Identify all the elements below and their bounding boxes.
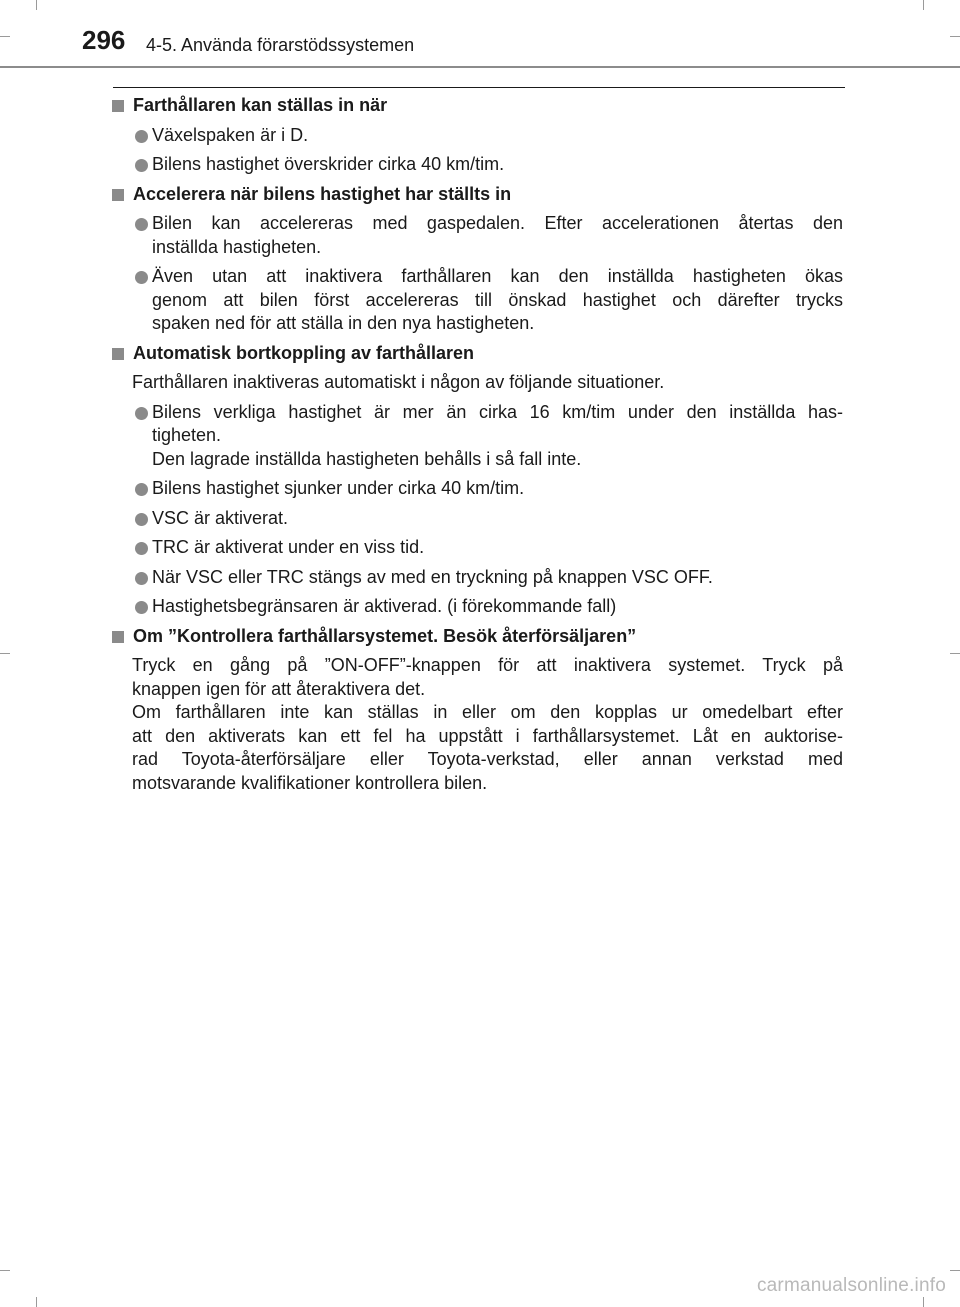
square-bullet-icon: [112, 189, 124, 201]
list-item: Växelspaken är i D.: [111, 124, 843, 148]
circle-bullet-icon: [135, 271, 148, 284]
section-intro: Farthållaren inaktiveras automatiskt i någon av följande situationer.: [132, 372, 665, 392]
list-item: När VSC eller TRC stängs av med en tryckning på knappen VSC OFF.: [111, 566, 843, 590]
chapter-title: 4-5. Använda förarstödssystemen: [146, 35, 415, 55]
crop-mark: [950, 653, 960, 654]
page-content: [111, 94, 843, 801]
crop-mark: [0, 653, 10, 654]
circle-bullet-icon: [135, 407, 148, 420]
square-bullet-icon: [112, 100, 124, 112]
list-item: Även utan att inaktivera farthållaren kan den inställda hastigheten ökas genom att bilen först accelereras till önskad hastighet och därefter trycks spaken ned för att ställa in den nya hastigheten.: [111, 265, 843, 336]
circle-bullet-icon: [135, 513, 148, 526]
list-item: Hastighetsbegränsaren är aktiverad. (i förekommande fall): [111, 595, 843, 619]
section-heading: Farthållaren kan ställas in när: [111, 94, 843, 118]
list-item: Bilens verkliga hastighet är mer än cirka 16 km/tim under den inställda has- tigheten. Den lagrade inställda hastigheten behålls i så fall inte.: [111, 401, 843, 472]
square-bullet-icon: [112, 348, 124, 360]
section-heading: Automatisk bortkoppling av farthållaren: [111, 342, 843, 366]
circle-bullet-icon: [135, 218, 148, 231]
circle-bullet-icon: [135, 572, 148, 585]
section-paragraph: Tryck en gång på ”ON-OFF”-knappen för att inaktivera systemet. Tryck på knappen igen för att återaktivera det. Om farthållaren inte kan ställas in eller om den kopplas ur omedelbart efter att den aktiverats kan ett fel ha uppstått i farthållarsystemet. Låt en auktorise- rad Toyota-återförsäljare eller Toyota-verkstad, eller annan verkstad med motsvarande kvalifikationer kontrollera bilen.: [132, 655, 843, 793]
section-rule: [113, 87, 845, 88]
circle-bullet-icon: [135, 542, 148, 555]
crop-mark: [950, 1270, 960, 1271]
circle-bullet-icon: [135, 601, 148, 614]
list-item: Bilens hastighet sjunker under cirka 40 km/tim.: [111, 477, 843, 501]
list-item: Bilens hastighet överskrider cirka 40 km/tim.: [111, 153, 843, 177]
page-number: 296: [82, 25, 126, 55]
section-heading: Accelerera när bilens hastighet har ställts in: [111, 183, 843, 207]
list-item: VSC är aktiverat.: [111, 507, 843, 531]
section-heading: Om ”Kontrollera farthållarsystemet. Besök återförsäljaren”: [111, 625, 843, 649]
square-bullet-icon: [112, 631, 124, 643]
crop-mark: [923, 1297, 924, 1307]
list-item: Bilen kan accelereras med gaspedalen. Efter accelerationen återtas den inställda hastigheten.: [111, 212, 843, 259]
crop-mark: [0, 1270, 10, 1271]
circle-bullet-icon: [135, 159, 148, 172]
list-item: TRC är aktiverat under en viss tid.: [111, 536, 843, 560]
watermark: carmanualsonline.info: [756, 1275, 946, 1296]
circle-bullet-icon: [135, 130, 148, 143]
page-header: [0, 0, 960, 68]
circle-bullet-icon: [135, 483, 148, 496]
crop-mark: [36, 1297, 37, 1307]
